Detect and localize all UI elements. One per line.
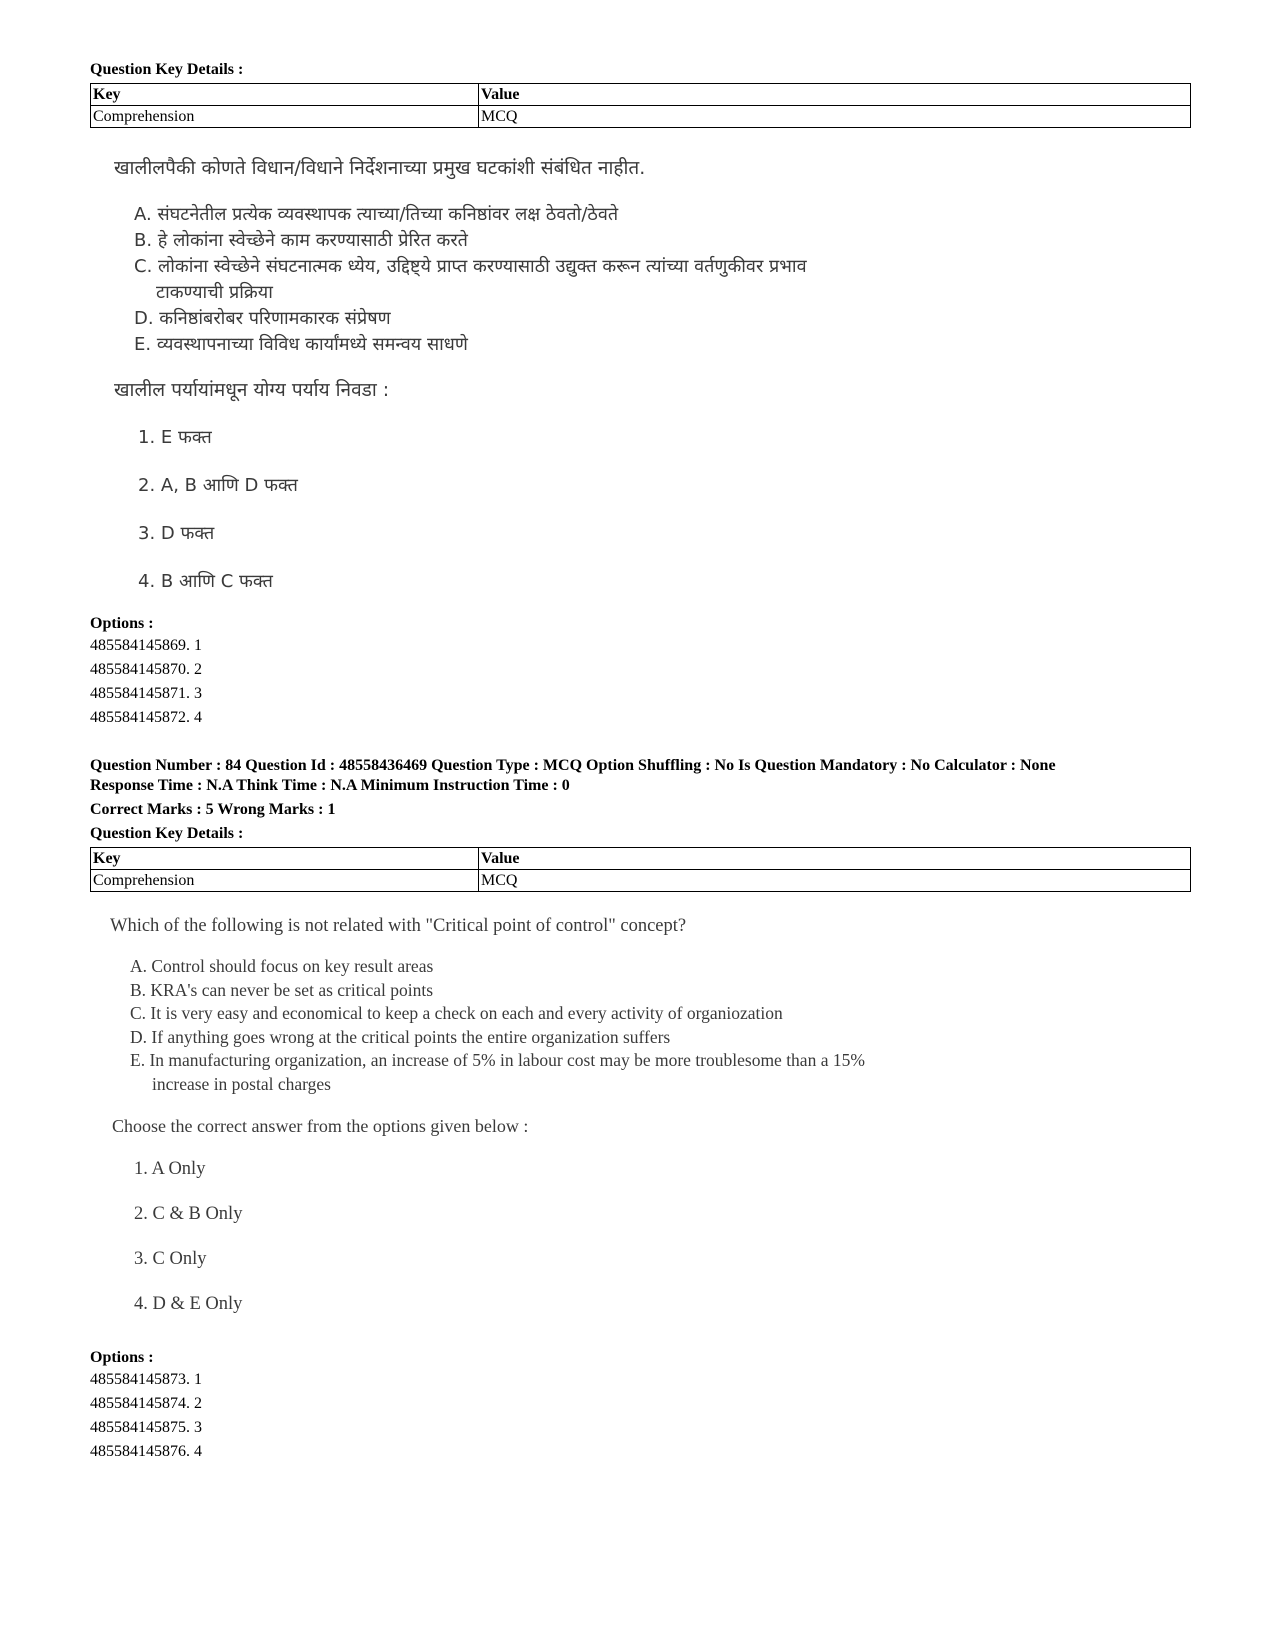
answer-choice-3: 3. C Only	[134, 1249, 207, 1269]
answer-choice-4: 4. B आणि C फक्त	[138, 571, 273, 592]
statement-list	[130, 955, 1190, 1096]
q84-options-label: Options :	[90, 1349, 154, 1366]
statement-b: B. हे लोकांना स्वेच्छेने काम करण्यासाठी प्रेरित करते	[134, 230, 468, 251]
table-row	[91, 870, 1191, 892]
answer-choice-2: 2. C & B Only	[134, 1204, 243, 1224]
table-cell-value: MCQ	[479, 106, 1191, 128]
option-item: 485584145870. 2	[90, 661, 202, 678]
answer-choice-1: 1. E फक्त	[138, 427, 212, 448]
option-item: 485584145871. 3	[90, 685, 202, 702]
option-item: 485584145872. 4	[90, 709, 202, 726]
statement-e-continued: increase in postal charges	[152, 1073, 331, 1094]
table-header-key: Key	[91, 848, 479, 870]
statement-a: A. Control should focus on key result areas	[130, 956, 434, 976]
option-item: 485584145869. 1	[90, 637, 202, 654]
q84-meta-line-1: Question Number : 84 Question Id : 48558436469 Question Type : MCQ Option Shuffling : No Is Question Mandatory : No Calculator : None	[90, 757, 1056, 774]
q83-key-details-label: Question Key Details :	[90, 61, 244, 78]
q84-marks: Correct Marks : 5 Wrong Marks : 1	[90, 801, 336, 818]
statement-b: B. KRA's can never be set as critical points	[130, 979, 434, 1000]
table-header-key: Key	[91, 84, 479, 106]
table-header-row	[91, 848, 1191, 870]
q84-question-image	[90, 916, 1190, 1344]
option-item: 485584145874. 2	[90, 1395, 202, 1412]
table-cell-key: Comprehension	[91, 106, 479, 128]
q84-meta-line-2: Response Time : N.A Think Time : N.A Minimum Instruction Time : 0	[90, 777, 570, 794]
option-item: 485584145873. 1	[90, 1371, 202, 1388]
question-paper-page	[90, 60, 1190, 1464]
choose-instruction: Choose the correct answer from the options given below :	[112, 1116, 529, 1136]
question-stem: Which of the following is not related with "Critical point of control" concept?	[110, 916, 687, 936]
statement-d: D. If anything goes wrong at the critical points the entire organization suffers	[130, 1026, 671, 1047]
statement-e: E. व्यवस्थापनाच्या विविध कार्यांमध्ये समन्वय साधणे	[134, 334, 468, 355]
statement-c-continued: टाकण्याची प्रक्रिया	[156, 282, 273, 303]
q83-question-image	[90, 154, 1190, 610]
answer-choice-4: 4. D & E Only	[134, 1294, 243, 1314]
answer-choice-1: 1. A Only	[134, 1159, 206, 1179]
statement-d: D. कनिष्ठांबरोबर परिणामकारक संप्रेषण	[134, 308, 391, 329]
statement-c: C. It is very easy and economical to keep a check on each and every activity of organiozation	[130, 1003, 783, 1023]
choose-instruction: खालील पर्यायांमधून योग्य पर्याय निवडा :	[114, 379, 390, 401]
q84-key-details-table	[90, 847, 1191, 892]
q83-options-label: Options :	[90, 615, 154, 632]
q84-key-details-label: Question Key Details :	[90, 825, 244, 842]
table-cell-key: Comprehension	[91, 870, 479, 892]
question-stem: खालीलपैकी कोणते विधान/विधाने निर्देशनाच्या प्रमुख घटकांशी संबंधित नाहीत.	[114, 157, 646, 179]
table-cell-value: MCQ	[479, 870, 1191, 892]
table-header-row	[91, 84, 1191, 106]
statement-a: A. संघटनेतील प्रत्येक व्यवस्थापक त्याच्या/तिच्या कनिष्ठांवर लक्ष ठेवतो/ठेवते	[134, 204, 619, 225]
answer-choice-2: 2. A, B आणि D फक्त	[138, 475, 298, 496]
option-item: 485584145875. 3	[90, 1419, 202, 1436]
answer-choice-3: 3. D फक्त	[138, 523, 215, 544]
table-header-value: Value	[479, 84, 1191, 106]
q83-key-details-table	[90, 83, 1191, 128]
statement-list	[134, 202, 1190, 358]
table-row	[91, 106, 1191, 128]
statement-e: E. In manufacturing organization, an increase of 5% in labour cost may be more troublesome than a 15%	[130, 1050, 865, 1070]
table-header-value: Value	[479, 848, 1191, 870]
statement-c: C. लोकांना स्वेच्छेने संघटनात्मक ध्येय, उद्दिष्ट्ये प्राप्त करण्यासाठी उद्युक्त करून त्यांच्या वर्तणुकीवर प्रभाव	[134, 256, 807, 277]
option-item: 485584145876. 4	[90, 1443, 202, 1460]
